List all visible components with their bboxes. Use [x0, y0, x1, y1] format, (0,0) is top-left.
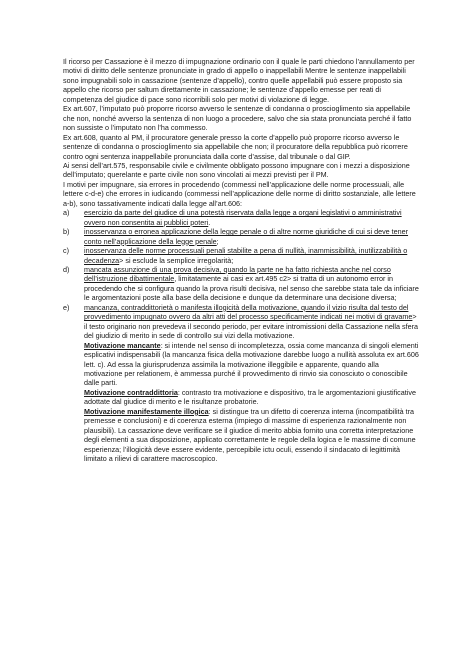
definition-item — [84, 341, 419, 388]
motive-note: > il testo originario non prevedeva il secondo periodo, per evitare intromissioni della Cassazione nella sfera del giudizio di merito in sede di controllo sui vizi della motivazione. — [84, 312, 419, 341]
motive-note: > si esclude la semplice irregolarità; — [119, 255, 234, 265]
definitions — [63, 341, 419, 464]
list-marker: d) — [63, 264, 70, 274]
list-item — [63, 246, 419, 265]
definition-item — [84, 407, 419, 464]
list-item — [63, 265, 419, 303]
motive-note: ; — [216, 236, 219, 246]
list-marker: e) — [63, 302, 70, 312]
list-item — [63, 303, 419, 341]
motive-text: mancanza, contraddittorietà o manifesta illogicità della motivazione, quando il vizio risulta dal testo del provvedimento impugnato ovvero da altri atti del processo specificamente indicati nei motivi di gravame — [84, 302, 413, 322]
intro-paragraph: Il ricorso per Cassazione è il mezzo di impugnazione ordinario con il quale le parti chiedono l’annullamento per motivi di diritto delle sentenze pronunciate in grado di appello o inappellabili Mentre le sentenze inappellabili sono impugnabili solo in cassazione (sentenze d’appello), contro quelle appellabili può essere proposto sia appello che ricorso per saltum direttamente in cassazione; le sentenze d’appello emesse per reati di competenza del giudice di pace sono ricorribili solo per motivi di violazione di legge. — [63, 57, 415, 104]
list-marker: b) — [63, 227, 70, 237]
list-item — [63, 208, 419, 227]
motive-note: , limitatamente ai casi ex art.495 c2> si tratta di un autonomo error in procedendo che si configura quando la prova risulti decisiva, nel senso che sarebbe stata tale da inficiare le argomentazioni poste alla base della decisione e dunque da determinare una decisione diversa; — [84, 274, 419, 303]
motive-text: esercizio da parte del giudice di una potestà riservata dalla legge a organi legislativi o amministrativi ovvero non consentita ai pubblici poteri — [84, 208, 402, 227]
definition-term: Motivazione manifestamente illogica — [84, 406, 209, 416]
list-marker: c) — [63, 246, 69, 256]
intro-paragraph: Ai sensi dell’art.575, responsabile civile e civilmente obbligato possono impugnare con i mezzi a disposizione dell’imputato; querelante e parte civile non sono vincolati ai mezzi previsti per il PM. — [63, 160, 410, 180]
intro-paragraph: I motivi per impugnare, sia errores in procedendo (commessi nell’applicazione delle norme processuali, alle lettere c-d-e) che errores in iudicando (commessi nell’applicazione delle norme di diritto sostanziale, alle lettere a-b), sono tassativamente indicati dalla legge all’art.606: — [63, 179, 416, 208]
intro-paragraph: Ex art.608, quanto al PM, il procuratore generale presso la corte d’appello può proporre ricorso avverso le sentenze di condanna o proscioglimento sia appellabile che non; il procuratore della repubblica può ricorrere contro ogni sentenza inappellabile pronunciata dalla corte d’assise, dal tribunale o dal GIP. — [63, 132, 408, 161]
list-marker: a) — [63, 208, 70, 218]
definition-text: : si intende nel senso di incompletezza, ossia come mancanza di singoli elementi esplicativi indispensabili (la mancanza fisica della motivazione darebbe luogo a nullità assoluta ex art.606 lett. c). Ad essa la giurisprudenza assimila la motivazione illeggibile e apparente, quando alla motivazione per relationem, è ammessa purché il provvedimento di rinvio sia conosciuto o conoscibile dalle parti. — [84, 340, 419, 388]
motive-text: inosservanza o erronea applicazione della legge penale o di altre norme giuridiche di cui si deve tener conto nell’applicazione della legge penale — [84, 227, 409, 246]
definition-item — [84, 388, 419, 407]
motive-note: . — [208, 217, 211, 227]
definition-term: Motivazione mancante — [84, 340, 161, 350]
definition-term: Motivazione contraddittoria — [84, 387, 178, 397]
intro-paragraph: Ex art.607, l’imputato può proporre ricorso avverso le sentenze di condanna o proscioglimento sia appellabile che non, nonché avverso la sentenza di non luogo a procedere, salvo che sia stata pronunciata perché il fatto non sussiste o l’imputato non l’ha commesso. — [63, 104, 412, 133]
motives-list — [63, 208, 419, 340]
motive-text: mancata assunzione di una prova decisiva, quando la parte ne ha fatto richiesta anche nel corso dell’istruzione dibattimentale — [84, 264, 391, 284]
list-item — [63, 227, 419, 246]
definition-text: : contrasto tra motivazione e dispositivo, tra le argomentazioni giustificative adottate dal giudice di merito e le risultanze probatorie. — [84, 387, 416, 407]
definition-text: : si distingue tra un difetto di coerenza interna (incompatibilità tra premesse e conclusioni) e di coerenza esterna (impiego di massime di esperienza razionalmente non plausibili). La cassazione deve verificare se il giudice di merito abbia fornito una corretta interpretazione degli elementi a sua disposizione, applicato correttamente le regole della logica e le massime di comune esperienza; l’illogicità deve essere evidente, percepibile ictu oculi, essendo il sindacato di legittimità limitato a rilievi di carattere macroscopico. — [84, 406, 416, 464]
motive-text: inosservanza delle norme processuali penali stabilite a pena di nullità, inammissibilità, inutilizzabilità o decadenza — [84, 246, 408, 265]
